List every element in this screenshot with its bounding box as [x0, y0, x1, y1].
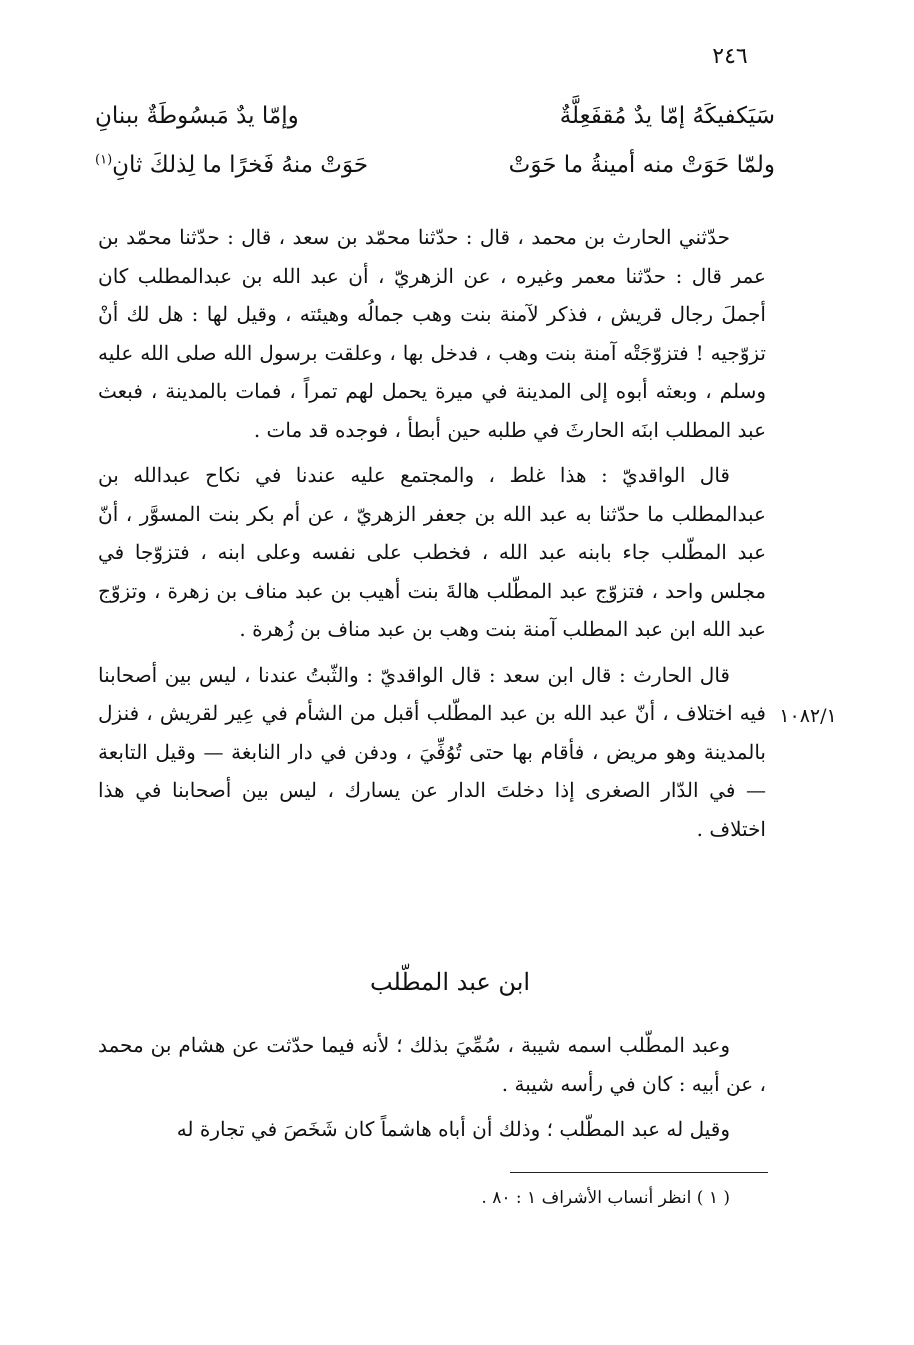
- paragraph: قال الواقديّ : هذا غلط ، والمجتمع عليه عندنا في نكاح عبدالله بن عبدالمطلب ما حدّثنا به عبد الله بن جعفر الزهريّ ، عن أم بكر بنت المسوَّر ، أنّ عبد المطّلب جاء بابنه عبد الله ، فخطب على نفسه وعلى ابنه ، فتزوّجا في مجلس واحد ، فتزوّج عبد المطّلب هالةَ بنت أهيب بن عبد مناف بن زهرة ، وتزوّج عبد الله ابن عبد المطلب آمنة بنت وهب بن عبد مناف بن زُهرة .: [98, 463, 766, 641]
- verse-line-1: [95, 103, 775, 143]
- verse-hemistich-second: وإمّا يدٌ مَبسُوطَةٌ ببنانِ: [95, 103, 299, 129]
- paragraph: وقيل له عبد المطّلب ؛ وذلك أن أباه هاشماً كان شَخَصَ في تجارة له: [176, 1117, 730, 1141]
- verse-hemistich-second: [95, 152, 368, 178]
- section-text: [98, 1026, 766, 1156]
- main-text: [98, 218, 766, 855]
- paragraph: وعبد المطّلب اسمه شيبة ، سُمِّيَ بذلك ؛ لأنه فيما حدّثت عن هشام بن محمد ، عن أبيه : كان في رأسه شيبة .: [98, 1033, 766, 1096]
- verse-hemistich-first: ولمّا حَوَتْ منه أمينةُ ما حَوَتْ: [508, 152, 775, 178]
- verse-line-2: [95, 152, 775, 192]
- footnote: ( ١ ) انظر أنساب الأشراف ١ : ٨٠ .: [481, 1188, 730, 1208]
- verse-hemistich-first: سَيَكفيكَهُ إمّا يدٌ مُقفَعِلَّةٌ: [559, 103, 775, 129]
- footnote-marker: (١): [95, 152, 113, 168]
- paragraph: قال الحارث : قال ابن سعد : قال الواقديّ : والثّبتُ عندنا ، ليس بين أصحابنا فيه اختلاف ، أنّ عبد الله بن عبد المطّلب أقبل من الشأم في عِير لقريش ، فنزل بالمدينة وهو مريض ، فأقام بها حتى تُوُفِّيَ ، ودفن في دار النابغة — وقيل التابعة — في الدّار الصغرى إذا دخلتَ الدار عن يسارك ، ليس بين أصحابنا في هذا اختلاف .: [98, 662, 766, 841]
- paragraph: حدّثني الحارث بن محمد ، قال : حدّثنا محمّد بن سعد ، قال : حدّثنا محمّد بن عمر قال : حدّثنا معمر وغيره ، عن الزهريّ ، أن عبد الله بن عبدالمطلب كان أجملَ رجال قريش ، فذكر لآمنة بنت وهب جمالُه وهيئته ، وقيل لها : هل لك أنْ تزوّجيه ! فتزوّجَتْه آمنة بنت وهب ، فدخل بها ، وعلقت برسول الله صلى الله عليه وسلم ، وبعثه أبوه إلى المدينة في ميرة يحمل لهم تمراً ، فمات بالمدينة ، فبعث عبد المطلب ابنَه الحارثَ في طلبه حين أبطأ ، فوجده قد مات .: [98, 225, 766, 442]
- margin-reference: ١٠٨٢/١: [779, 705, 837, 727]
- section-heading: ابن عبد المطّلب: [369, 968, 531, 996]
- verse-hemistich-second-text: حَوَتْ منهُ فَخرًا ما لِذلكَ ثانِ: [112, 152, 369, 178]
- page-number: ٢٤٦: [712, 44, 748, 69]
- footnote-divider: [510, 1172, 768, 1173]
